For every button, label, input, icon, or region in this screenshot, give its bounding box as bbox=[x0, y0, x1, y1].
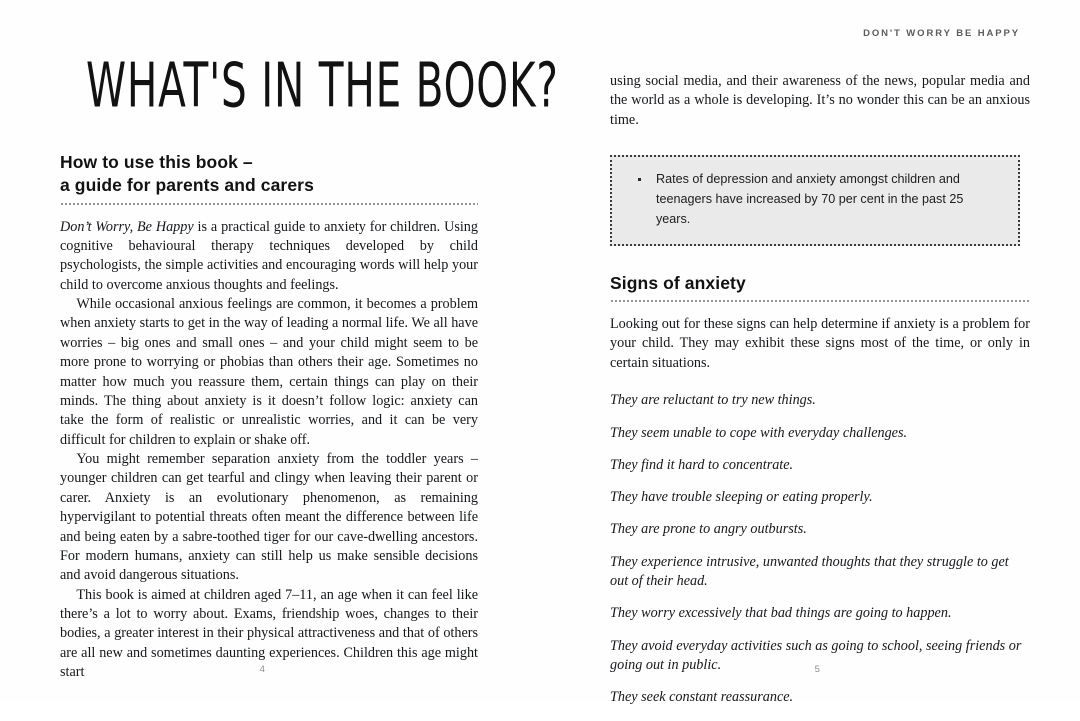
list-item: They are prone to angry outbursts. bbox=[610, 521, 807, 538]
section-heading-signs: Signs of anxiety bbox=[610, 272, 746, 293]
list-item: They are reluctant to try new things. bbox=[610, 392, 816, 409]
list-item: They find it hard to concentrate. bbox=[610, 456, 794, 473]
list-item: Rates of depression and anxiety amongst children and teenagers have increased by 70 per cent in the past 25 years. bbox=[634, 170, 996, 230]
page-number-right: 5 bbox=[814, 664, 821, 675]
list-item: They worry excessively that bad things are going to happen. bbox=[610, 605, 952, 622]
list-item: They avoid everyday activities such as going to school, seeing friends or going out in public. bbox=[610, 637, 1022, 673]
right-page-column bbox=[610, 72, 1030, 721]
page-number-left: 4 bbox=[259, 664, 266, 675]
list-item: They experience intrusive, unwanted thoughts that they struggle to get out of their head. bbox=[610, 553, 1009, 590]
paragraph: You might remember separation anxiety from the toddler years – younger children can get tearful and clingy when leaving their parent or carer. Anxiety is an evolutionary phenomenon, as remaining hypervigilant to potential threats often meant the difference between life and being eaten by a sabre-toothed tiger for our cave-dwelling ancestors. For modern humans, anxiety can still help us make sensible decisions and avoid dangerous situations. bbox=[60, 451, 478, 584]
dotted-rule bbox=[60, 203, 478, 205]
callout-list bbox=[634, 170, 996, 230]
section-heading bbox=[60, 151, 478, 198]
statistic-callout-box bbox=[610, 155, 1020, 246]
dotted-rule bbox=[610, 300, 1030, 302]
paragraph: This book is aimed at children aged 7–11, an age when it can feel like there’s a lot to worry about. Exams, friendship woes, changes to their bodies, a greater interest in their physical attractiveness and that of others are all new and sometimes daunting experiences. Children this age might start bbox=[60, 586, 478, 681]
list-item: They have trouble sleeping or eating properly. bbox=[610, 489, 873, 506]
book-title-italic: Don’t Worry, Be Happy bbox=[60, 218, 194, 235]
paragraph-text: is a practical guide to anxiety for children. Using cognitive behavioural therapy techniques developed by child psychologists, the simple activities and encouraging words will help your child to overcome anxious thoughts and feelings. bbox=[60, 218, 478, 293]
paragraph bbox=[60, 218, 478, 296]
paragraph: using social media, and their awareness of the news, popular media and the world as a whole is developing. It’s no wonder this can be an anxious time. bbox=[610, 73, 1030, 128]
signs-list bbox=[610, 391, 1030, 707]
section-heading-line-1: How to use this book – bbox=[60, 152, 253, 173]
paragraph: While occasional anxious feelings are common, it becomes a problem when anxiety starts to get in the way of leading a normal life. We all have worries – big ones and small ones – and your child might seem to be more prone to worrying or phobias than others their age. Sometimes no matter how much you reassure them, certain things can play on their minds. The thing about anxiety is it doesn’t follow logic: anxiety can take the form of realistic or unrealistic worries, and it can be very difficult for children to explain or shake off. bbox=[60, 296, 478, 448]
left-page-column bbox=[60, 40, 559, 683]
section-heading-line-2: a guide for parents and carers bbox=[60, 175, 314, 196]
running-header: DON'T WORRY BE HAPPY bbox=[863, 28, 1020, 39]
list-item: They seek constant reassurance. bbox=[610, 689, 794, 706]
paragraph: Looking out for these signs can help determine if anxiety is a problem for your child. They may exhibit these signs most of the time, or only in certain situations. bbox=[610, 316, 1030, 371]
page-title: WHAT'S IN THE BOOK? bbox=[86, 51, 559, 123]
list-item: They seem unable to cope with everyday challenges. bbox=[610, 424, 908, 441]
